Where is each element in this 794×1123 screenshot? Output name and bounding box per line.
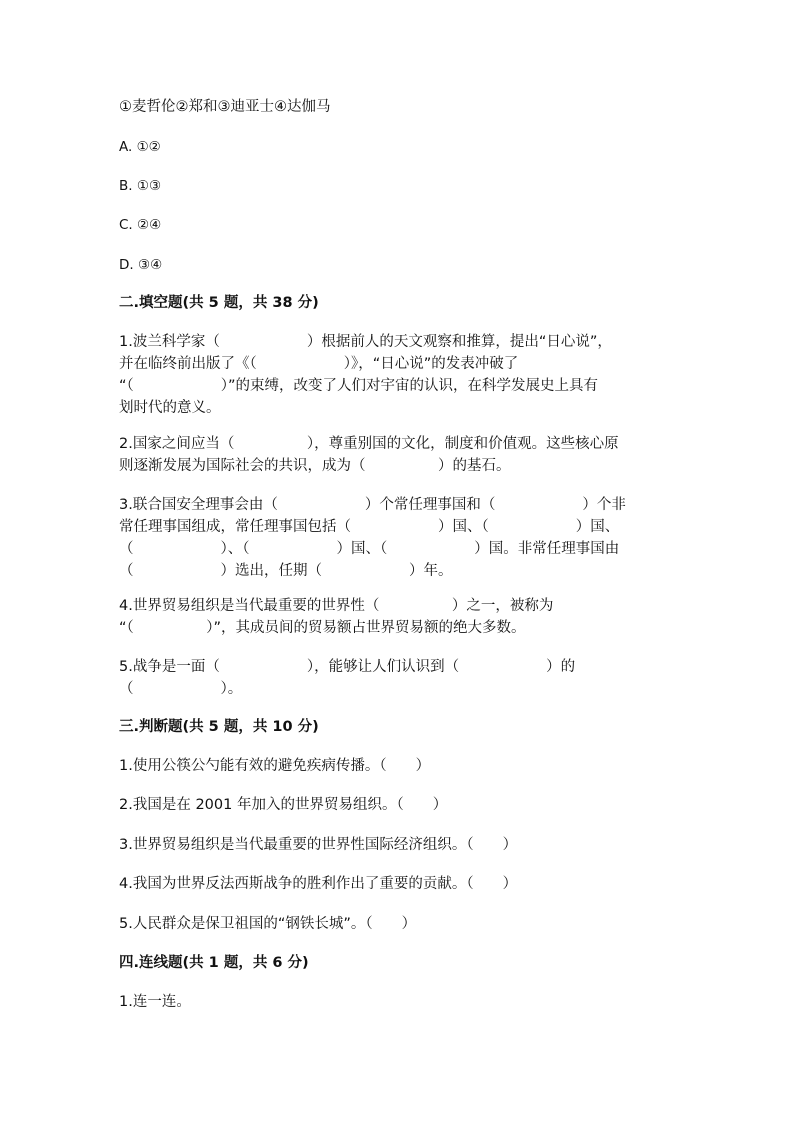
fill-q1-line-3: “（ ）”的束缚，改变了人们对宇宙的认识，在科学发展史上具有: [119, 378, 599, 394]
match-question-1: 1.连一连。: [119, 994, 191, 1010]
option-c: C. ②④: [119, 217, 162, 233]
judge-item-3: 3.世界贸易组织是当代最重要的世界性国际经济组织。（ ）: [119, 837, 518, 853]
fill-question-5: [119, 656, 675, 700]
fill-q2-line-2: 则逐渐发展为国际社会的共识，成为（ ）的基石。: [119, 458, 511, 474]
fill-q4-line-2: “（ ）”，其成员间的贸易额占世界贸易额的绝大多数。: [119, 620, 526, 636]
section-heading-judge: 三.判断题(共 5 题，共 10 分): [119, 719, 319, 735]
fill-question-2: [119, 433, 675, 477]
fill-q3-line-3: （ ）、（ ）国、（ ）国。非常任理事国由: [119, 541, 620, 557]
option-d: D. ③④: [119, 257, 163, 273]
fill-question-4: [119, 595, 675, 639]
fill-q3-line-1: 3.联合国安全理事会由（ ）个常任理事国和（ ）个非: [119, 497, 626, 513]
fill-q2-line-1: 2.国家之间应当（ ），尊重别国的文化，制度和价值观。这些核心原: [119, 436, 619, 452]
judge-item-5: 5.人民群众是保卫祖国的“钢铁长城”。（ ）: [119, 916, 417, 932]
fill-q1-line-2: 并在临终前出版了《（ ）》，“日心说”的发表冲破了: [119, 356, 519, 372]
fill-q3-line-2: 常任理事国组成，常任理事国包括（ ）国、（ ）国、: [119, 519, 620, 535]
fill-q1-line-1: 1.波兰科学家（ ）根据前人的天文观察和推算，提出“日心说”，: [119, 334, 612, 350]
fill-q1-line-4: 划时代的意义。: [119, 400, 221, 416]
fill-q4-line-1: 4.世界贸易组织是当代最重要的世界性（ ）之一，被称为: [119, 598, 554, 614]
option-a: A. ①②: [119, 139, 161, 155]
fill-q5-line-1: 5.战争是一面（ ），能够让人们认识到（ ）的: [119, 659, 576, 675]
fill-question-1: [119, 331, 675, 419]
section-heading-match: 四.连线题(共 1 题，共 6 分): [119, 955, 309, 971]
judge-item-4: 4.我国为世界反法西斯战争的胜利作出了重要的贡献。（ ）: [119, 876, 518, 892]
fill-q3-line-4: （ ）选出，任期（ ）年。: [119, 563, 453, 579]
section-heading-fill: 二.填空题(共 5 题，共 38 分): [119, 295, 319, 311]
judge-item-2: 2.我国是在 2001 年加入的世界贸易组织。（ ）: [119, 797, 448, 813]
option-b: B. ①③: [119, 178, 162, 194]
mcq-stem: ①麦哲伦②郑和③迪亚士④达伽马: [119, 99, 331, 115]
judge-item-1: 1.使用公筷公勺能有效的避免疾病传播。（ ）: [119, 758, 431, 774]
fill-question-3: [119, 494, 675, 582]
fill-q5-line-2: （ ）。: [119, 681, 243, 697]
